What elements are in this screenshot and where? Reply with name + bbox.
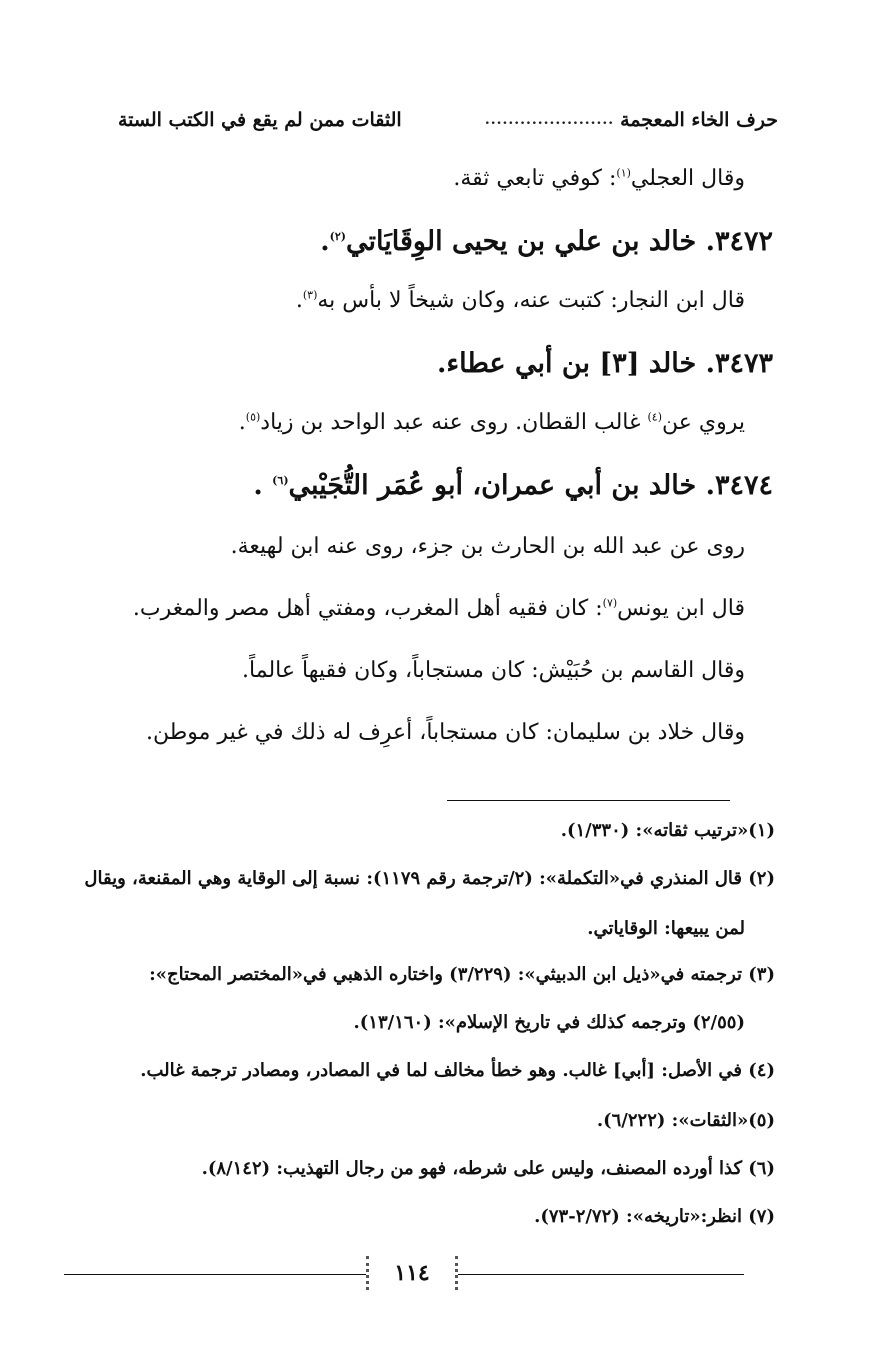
footnote-4: (٤) في الأصل: [أبي] غالب. وهو خطأ مخالف لما في المصادر، ومصادر ترجمة غالب. <box>140 1060 775 1081</box>
footnote-3: (٣) ترجمته في«ذيل ابن الدبيثي»: (٣/٢٢٩) واختاره الذهبي في«المختصر المحتاج»: <box>149 964 775 985</box>
footnote-ref: (٧) <box>602 596 618 610</box>
footnote-5: (٥)«الثقات»: (٦/٢٢٢). <box>596 1110 775 1131</box>
entry-heading-3474: ٣٤٧٤. خالد بن أبي عمران، أبو عُمَر التُّجَيْبي$^{(٦)}$ . <box>253 470 773 501</box>
footnote-3-continued: (٢/٥٥) وترجمه كذلك في تاريخ الإسلام»: (١٣/١٦٠). <box>353 1012 745 1033</box>
footnote-1: (١)«ترتيب ثقاته»: (١/٣٣٠). <box>560 820 775 841</box>
text-line-2: قال ابن النجار: كتبت عنه، وكان شيخاً لا بأس به$^{(٣)}$. <box>295 288 745 313</box>
footnote-ref: (٥) <box>245 410 261 424</box>
footnote-2: (٢) قال المنذري في«التكملة»: (٢/ترجمة رقم ١١٧٩): نسبة إلى الوقاية وهي المقنعة، ويقال <box>84 868 775 889</box>
footnote-ref: (٦) <box>272 474 289 487</box>
footnote-ref: (٣) <box>302 288 318 302</box>
text-line-4: روى عن عبد الله بن الحارث بن جزء، روى عنه ابن لهيعة. <box>230 534 745 559</box>
text-line-3: يروي عن$^{(٤)}$ غالب القطان. روى عنه عبد الواحد بن زياد$^{(٥)}$. <box>238 410 745 435</box>
entry-heading-3473: ٣٤٧٣. خالد [٣] بن أبي عطاء. <box>437 348 773 379</box>
running-header <box>118 100 778 140</box>
footnote-ref: (١) <box>616 166 631 180</box>
text-line-7: وقال خلاد بن سليمان: كان مستجاباً، أعرِف له ذلك في غير موطن. <box>146 720 745 745</box>
page-number: ١١٤ <box>366 1256 458 1290</box>
text-line-5: قال ابن يونس$^{(٧)}$: كان فقيه أهل المغرب، ومفتي أهل مصر والمغرب. <box>132 596 745 621</box>
footnote-ref: (٤) <box>647 410 663 424</box>
header-chapter: حرف الخاء المعجمة <box>620 109 778 131</box>
footnote-separator <box>447 800 730 801</box>
footnote-6: (٦) كذا أورده المصنف، وليس على شرطه، فهو من رجال التهذيب: (٨/١٤٢). <box>201 1158 775 1179</box>
text-line-6: وقال القاسم بن حُبَيْش: كان مستجاباً، وكان فقيهاً عالماً. <box>242 658 745 683</box>
footnote-2-continued: لمن يبيعها: الوقاياتي. <box>587 918 745 939</box>
footnote-ref: (٢) <box>329 230 346 243</box>
text-line-1: وقال العجلي$^{(١)}$: كوفي تابعي ثقة. <box>453 166 745 191</box>
entry-heading-3472: ٣٤٧٢. خالد بن علي بن يحيى الوِقَايَاتي$^{(٢)}$. <box>320 226 773 257</box>
footnote-7: (٧) انظر:«تاريخه»: (٢/٧٢-٧٣). <box>534 1206 775 1227</box>
header-book-title: الثقات ممن لم يقع في الكتب الستة <box>118 109 402 131</box>
header-leader-dots: ...................... <box>484 112 615 128</box>
